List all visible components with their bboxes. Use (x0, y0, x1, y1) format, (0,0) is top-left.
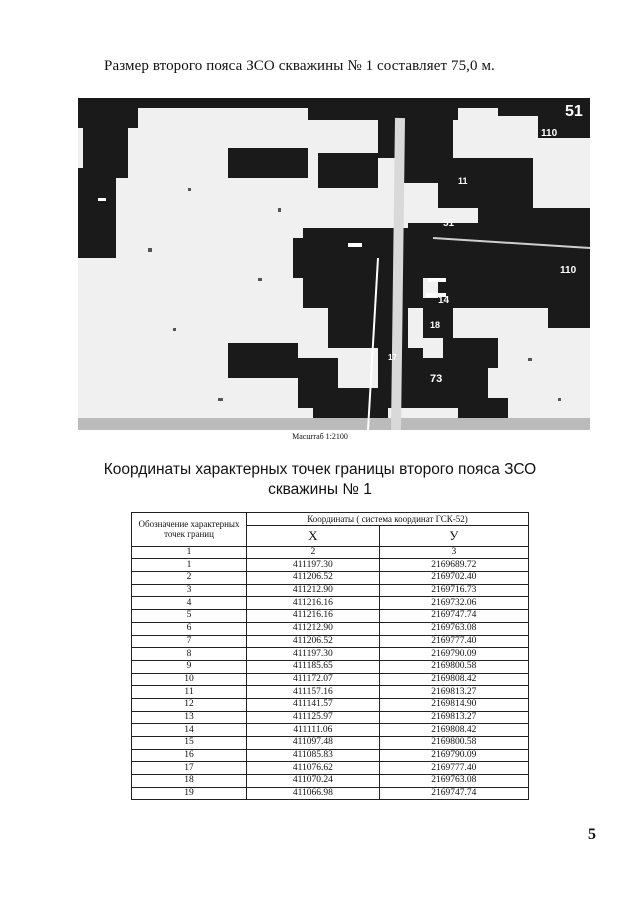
x-coordinate-cell: 411157.16 (247, 686, 380, 699)
table-row (132, 610, 529, 623)
table-row (132, 648, 529, 661)
table-title-line-1: Координаты характерных точек границы второго пояса ЗСО (103, 461, 537, 478)
point-number-cell: 9 (132, 660, 247, 673)
y-coordinate-cell: 2169800.58 (379, 660, 528, 673)
x-coordinate-cell: 411141.57 (247, 698, 380, 711)
x-coordinate-cell: 411125.97 (247, 711, 380, 724)
map-label-9: 73 (430, 373, 443, 385)
table-row (132, 724, 529, 737)
map-label-8: 17 (388, 353, 397, 362)
x-coordinate-cell: 411206.52 (247, 572, 380, 585)
table-row (132, 737, 529, 750)
map-label-3: 11 (458, 176, 468, 186)
map-label-5: 110 (560, 265, 577, 276)
y-coordinate-cell: 2169716.73 (379, 584, 528, 597)
y-coordinate-cell: 2169777.40 (379, 635, 528, 648)
table-title (60, 460, 580, 500)
map-label-2: 110 (541, 128, 558, 139)
y-coordinate-cell: 2169814.90 (379, 698, 528, 711)
point-number-cell: 17 (132, 762, 247, 775)
y-coordinate-cell: 2169790.09 (379, 749, 528, 762)
y-coordinate-cell: 2169800.58 (379, 737, 528, 750)
x-coordinate-cell: 411206.52 (247, 635, 380, 648)
point-number-cell: 3 (132, 584, 247, 597)
satellite-map (78, 98, 590, 430)
table-row (132, 698, 529, 711)
point-number-cell: 1 (132, 559, 247, 572)
y-coordinate-cell: 2169808.42 (379, 724, 528, 737)
map-label-4: 51 (443, 218, 455, 229)
y-coordinate-cell: 2169790.09 (379, 648, 528, 661)
point-number-cell: 13 (132, 711, 247, 724)
coordinates-table (131, 512, 529, 800)
header-x: X (247, 525, 380, 546)
table-body (132, 559, 529, 800)
point-number-cell: 2 (132, 572, 247, 585)
map-label-1: 51 (565, 103, 583, 120)
x-coordinate-cell: 411197.30 (247, 648, 380, 661)
map-label-7: 18 (430, 320, 441, 330)
map-image (78, 98, 590, 430)
x-coordinate-cell: 411216.16 (247, 610, 380, 623)
table-row (132, 559, 529, 572)
table-row (132, 775, 529, 788)
table-row (132, 660, 529, 673)
x-coordinate-cell: 411212.90 (247, 584, 380, 597)
table-row (132, 686, 529, 699)
x-coordinate-cell: 411197.30 (247, 559, 380, 572)
y-coordinate-cell: 2169747.74 (379, 787, 528, 800)
intro-text: Размер второго пояса ЗСО скважины № 1 составляет 75,0 м. (104, 58, 495, 74)
point-number-cell: 6 (132, 622, 247, 635)
x-coordinate-cell: 411172.07 (247, 673, 380, 686)
x-coordinate-cell: 411085.83 (247, 749, 380, 762)
header-coordinates: Координаты ( система координат ГСК-52) (247, 513, 529, 526)
y-coordinate-cell: 2169777.40 (379, 762, 528, 775)
page-number: 5 (588, 826, 596, 843)
x-coordinate-cell: 411076.62 (247, 762, 380, 775)
table-header-row (132, 513, 529, 526)
col-number-3: 3 (379, 546, 528, 559)
col-number-2: 2 (247, 546, 380, 559)
x-coordinate-cell: 411185.65 (247, 660, 380, 673)
table-row (132, 749, 529, 762)
y-coordinate-cell: 2169747.74 (379, 610, 528, 623)
table-row (132, 597, 529, 610)
map-label-6: 14 (438, 295, 450, 306)
map-scale: Масштаб 1:2100 (292, 432, 348, 441)
y-coordinate-cell: 2169732.06 (379, 597, 528, 610)
table-row (132, 673, 529, 686)
point-number-cell: 12 (132, 698, 247, 711)
x-coordinate-cell: 411066.98 (247, 787, 380, 800)
table-row (132, 635, 529, 648)
y-coordinate-cell: 2169808.42 (379, 673, 528, 686)
table-row (132, 572, 529, 585)
table-title-line-2: скважины № 1 (268, 481, 372, 498)
table-row (132, 622, 529, 635)
point-number-cell: 18 (132, 775, 247, 788)
y-coordinate-cell: 2169702.40 (379, 572, 528, 585)
point-number-cell: 11 (132, 686, 247, 699)
point-number-cell: 7 (132, 635, 247, 648)
col-number-1: 1 (132, 546, 247, 559)
table-row (132, 711, 529, 724)
point-number-cell: 10 (132, 673, 247, 686)
y-coordinate-cell: 2169813.27 (379, 711, 528, 724)
x-coordinate-cell: 411111.06 (247, 724, 380, 737)
point-number-cell: 19 (132, 787, 247, 800)
point-number-cell: 14 (132, 724, 247, 737)
x-coordinate-cell: 411097.48 (247, 737, 380, 750)
point-number-cell: 16 (132, 749, 247, 762)
point-number-cell: 15 (132, 737, 247, 750)
table-row (132, 787, 529, 800)
header-y: У (379, 525, 528, 546)
y-coordinate-cell: 2169813.27 (379, 686, 528, 699)
table-row (132, 584, 529, 597)
header-designation: Обозначение характерных точек границ (132, 513, 247, 547)
y-coordinate-cell: 2169689.72 (379, 559, 528, 572)
x-coordinate-cell: 411070.24 (247, 775, 380, 788)
x-coordinate-cell: 411216.16 (247, 597, 380, 610)
point-number-cell: 4 (132, 597, 247, 610)
table-numbering-row (132, 546, 529, 559)
x-coordinate-cell: 411212.90 (247, 622, 380, 635)
point-number-cell: 8 (132, 648, 247, 661)
y-coordinate-cell: 2169763.08 (379, 775, 528, 788)
y-coordinate-cell: 2169763.08 (379, 622, 528, 635)
table-row (132, 762, 529, 775)
point-number-cell: 5 (132, 610, 247, 623)
